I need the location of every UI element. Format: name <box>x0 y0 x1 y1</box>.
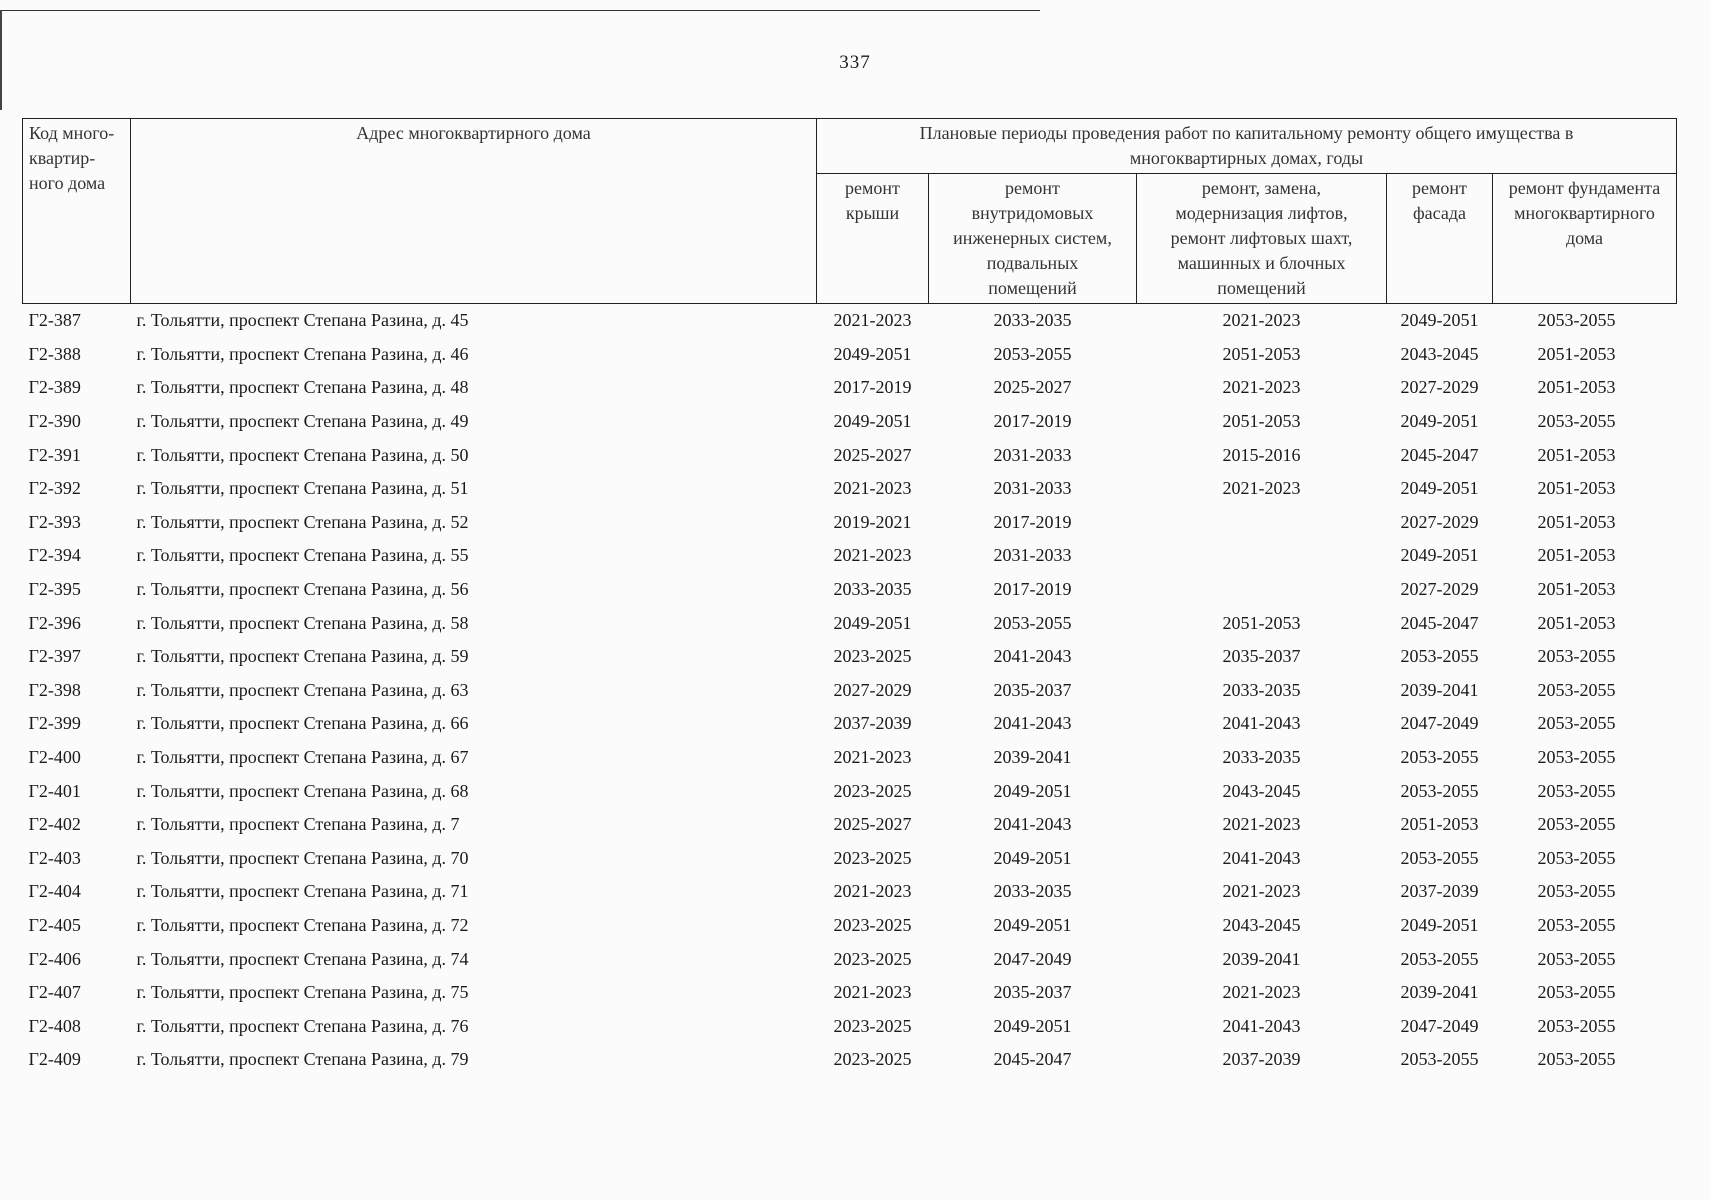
foundation-period: 2051-2053 <box>1537 545 1616 566</box>
house-address: г. Тольятти, проспект Степана Разина, д. 70 <box>136 847 469 868</box>
header-roof: ремонт крыши <box>817 174 929 304</box>
table-row <box>23 472 1677 506</box>
facade-period: 2053-2055 <box>1400 780 1479 801</box>
engineering-period: 2049-2051 <box>993 914 1072 935</box>
house-code: Г2-388 <box>28 343 81 364</box>
house-code: Г2-408 <box>28 1015 81 1036</box>
house-code: Г2-396 <box>28 612 81 633</box>
house-address: г. Тольятти, проспект Степана Разина, д. 48 <box>136 377 469 398</box>
foundation-period: 2053-2055 <box>1537 948 1616 969</box>
table-row <box>23 304 1677 338</box>
foundation-period: 2051-2053 <box>1537 511 1616 532</box>
house-address: г. Тольятти, проспект Степана Разина, д. 67 <box>136 747 469 768</box>
house-code: Г2-404 <box>28 881 81 902</box>
foundation-period: 2053-2055 <box>1537 310 1616 331</box>
facade-period: 2053-2055 <box>1400 646 1479 667</box>
house-address: г. Тольятти, проспект Степана Разина, д. 45 <box>136 310 469 331</box>
lifts-period: 2021-2023 <box>1222 310 1301 331</box>
roof-period: 2023-2025 <box>833 1015 912 1036</box>
header-address: Адрес многоквартирного дома <box>131 119 817 304</box>
foundation-period: 2053-2055 <box>1537 1049 1616 1070</box>
roof-period: 2023-2025 <box>833 948 912 969</box>
house-address: г. Тольятти, проспект Степана Разина, д. 7 <box>136 814 460 835</box>
roof-period: 2019-2021 <box>833 511 912 532</box>
table-row <box>23 506 1677 540</box>
house-code: Г2-398 <box>28 679 81 700</box>
roof-period: 2033-2035 <box>833 579 912 600</box>
engineering-period: 2017-2019 <box>993 411 1072 432</box>
house-address: г. Тольятти, проспект Степана Разина, д. 55 <box>136 545 469 566</box>
house-code: Г2-394 <box>28 545 81 566</box>
lifts-period: 2051-2053 <box>1222 343 1301 364</box>
top-border-line <box>0 0 1040 11</box>
house-address: г. Тольятти, проспект Степана Разина, д. 74 <box>136 948 469 969</box>
house-address: г. Тольятти, проспект Степана Разина, д. 59 <box>136 646 469 667</box>
foundation-period: 2053-2055 <box>1537 1015 1616 1036</box>
house-address: г. Тольятти, проспект Степана Разина, д. 50 <box>136 444 469 465</box>
lifts-period: 2041-2043 <box>1222 1015 1301 1036</box>
house-code: Г2-400 <box>28 747 81 768</box>
house-address: г. Тольятти, проспект Степана Разина, д. 49 <box>136 411 469 432</box>
house-address: г. Тольятти, проспект Степана Разина, д. 76 <box>136 1015 469 1036</box>
lifts-period: 2051-2053 <box>1222 612 1301 633</box>
facade-period: 2043-2045 <box>1400 343 1479 364</box>
facade-period: 2053-2055 <box>1400 747 1479 768</box>
house-code: Г2-399 <box>28 713 81 734</box>
house-address: г. Тольятти, проспект Степана Разина, д. 56 <box>136 579 469 600</box>
lifts-period: 2043-2045 <box>1222 914 1301 935</box>
table-row <box>23 842 1677 876</box>
table-row <box>23 674 1677 708</box>
house-address: г. Тольятти, проспект Степана Разина, д. 75 <box>136 982 469 1003</box>
engineering-period: 2035-2037 <box>993 982 1072 1003</box>
facade-period: 2051-2053 <box>1400 814 1479 835</box>
house-code: Г2-390 <box>28 411 81 432</box>
roof-period: 2049-2051 <box>833 612 912 633</box>
roof-period: 2021-2023 <box>833 478 912 499</box>
house-code: Г2-391 <box>28 444 81 465</box>
header-facade: ремонт фасада <box>1387 174 1493 304</box>
header-code: Код много- квартир- ного дома <box>23 119 131 304</box>
table-row <box>23 942 1677 976</box>
facade-period: 2047-2049 <box>1400 1015 1479 1036</box>
engineering-period: 2047-2049 <box>993 948 1072 969</box>
house-code: Г2-389 <box>28 377 81 398</box>
engineering-period: 2031-2033 <box>993 545 1072 566</box>
capital-repair-schedule <box>22 118 1677 1077</box>
roof-period: 2023-2025 <box>833 914 912 935</box>
foundation-period: 2053-2055 <box>1537 411 1616 432</box>
house-code: Г2-403 <box>28 847 81 868</box>
table-body <box>23 304 1677 1077</box>
table-row <box>23 438 1677 472</box>
table-row <box>23 774 1677 808</box>
house-code: Г2-409 <box>28 1049 81 1070</box>
facade-period: 2049-2051 <box>1400 478 1479 499</box>
lifts-period: 2033-2035 <box>1222 679 1301 700</box>
facade-period: 2027-2029 <box>1400 377 1479 398</box>
lifts-period: 2041-2043 <box>1222 847 1301 868</box>
house-address: г. Тольятти, проспект Степана Разина, д. 71 <box>136 881 469 902</box>
lifts-period: 2033-2035 <box>1222 747 1301 768</box>
roof-period: 2021-2023 <box>833 881 912 902</box>
table-row <box>23 573 1677 607</box>
roof-period: 2021-2023 <box>833 747 912 768</box>
house-code: Г2-387 <box>28 310 81 331</box>
table-row <box>23 909 1677 943</box>
table-row <box>23 808 1677 842</box>
engineering-period: 2031-2033 <box>993 478 1072 499</box>
facade-period: 2049-2051 <box>1400 545 1479 566</box>
house-address: г. Тольятти, проспект Степана Разина, д. 79 <box>136 1049 469 1070</box>
engineering-period: 2025-2027 <box>993 377 1072 398</box>
facade-period: 2049-2051 <box>1400 310 1479 331</box>
house-address: г. Тольятти, проспект Степана Разина, д. 58 <box>136 612 469 633</box>
house-address: г. Тольятти, проспект Степана Разина, д. 66 <box>136 713 469 734</box>
engineering-period: 2049-2051 <box>993 780 1072 801</box>
lifts-period: 2039-2041 <box>1222 948 1301 969</box>
engineering-period: 2041-2043 <box>993 713 1072 734</box>
house-code: Г2-395 <box>28 579 81 600</box>
lifts-period: 2021-2023 <box>1222 478 1301 499</box>
engineering-period: 2033-2035 <box>993 881 1072 902</box>
roof-period: 2037-2039 <box>833 713 912 734</box>
table-row <box>23 338 1677 372</box>
facade-period: 2037-2039 <box>1400 881 1479 902</box>
header-lifts: ремонт, замена, модернизация лифтов, ремонт лифтовых шахт, машинных и блочных помещений <box>1137 174 1387 304</box>
lifts-period: 2037-2039 <box>1222 1049 1301 1070</box>
facade-period: 2039-2041 <box>1400 679 1479 700</box>
lifts-period: 2021-2023 <box>1222 881 1301 902</box>
foundation-period: 2053-2055 <box>1537 847 1616 868</box>
roof-period: 2017-2019 <box>833 377 912 398</box>
engineering-period: 2041-2043 <box>993 646 1072 667</box>
house-address: г. Тольятти, проспект Степана Разина, д. 51 <box>136 478 469 499</box>
house-code: Г2-397 <box>28 646 81 667</box>
table-row <box>23 539 1677 573</box>
house-code: Г2-393 <box>28 511 81 532</box>
engineering-period: 2049-2051 <box>993 1015 1072 1036</box>
facade-period: 2047-2049 <box>1400 713 1479 734</box>
roof-period: 2049-2051 <box>833 343 912 364</box>
table-header <box>23 119 1677 304</box>
table-row <box>23 1043 1677 1077</box>
table-row <box>23 640 1677 674</box>
engineering-period: 2031-2033 <box>993 444 1072 465</box>
lifts-period <box>1137 506 1387 540</box>
house-code: Г2-405 <box>28 914 81 935</box>
facade-period: 2027-2029 <box>1400 579 1479 600</box>
house-address: г. Тольятти, проспект Степана Разина, д. 46 <box>136 343 469 364</box>
engineering-period: 2053-2055 <box>993 612 1072 633</box>
table-row <box>23 371 1677 405</box>
engineering-period: 2049-2051 <box>993 847 1072 868</box>
roof-period: 2025-2027 <box>833 814 912 835</box>
table-row <box>23 606 1677 640</box>
house-address: г. Тольятти, проспект Степана Разина, д. 72 <box>136 914 469 935</box>
roof-period: 2021-2023 <box>833 982 912 1003</box>
house-code: Г2-407 <box>28 982 81 1003</box>
engineering-period: 2017-2019 <box>993 579 1072 600</box>
foundation-period: 2051-2053 <box>1537 478 1616 499</box>
roof-period: 2049-2051 <box>833 411 912 432</box>
schedule-table <box>22 118 1677 1077</box>
table-row <box>23 1009 1677 1043</box>
header-engineering: ремонт внутридомовых инженерных систем, подвальных помещений <box>929 174 1137 304</box>
foundation-period: 2053-2055 <box>1537 881 1616 902</box>
facade-period: 2039-2041 <box>1400 982 1479 1003</box>
roof-period: 2023-2025 <box>833 1049 912 1070</box>
roof-period: 2023-2025 <box>833 646 912 667</box>
facade-period: 2045-2047 <box>1400 444 1479 465</box>
engineering-period: 2039-2041 <box>993 747 1072 768</box>
engineering-period: 2045-2047 <box>993 1049 1072 1070</box>
table-row <box>23 741 1677 775</box>
lifts-period <box>1137 539 1387 573</box>
roof-period: 2023-2025 <box>833 847 912 868</box>
house-address: г. Тольятти, проспект Степана Разина, д. 63 <box>136 679 469 700</box>
roof-period: 2027-2029 <box>833 679 912 700</box>
foundation-period: 2053-2055 <box>1537 914 1616 935</box>
foundation-period: 2053-2055 <box>1537 780 1616 801</box>
engineering-period: 2041-2043 <box>993 814 1072 835</box>
foundation-period: 2053-2055 <box>1537 747 1616 768</box>
house-code: Г2-401 <box>28 780 81 801</box>
lifts-period <box>1137 573 1387 607</box>
lifts-period: 2021-2023 <box>1222 377 1301 398</box>
house-code: Г2-392 <box>28 478 81 499</box>
engineering-period: 2017-2019 <box>993 511 1072 532</box>
engineering-period: 2053-2055 <box>993 343 1072 364</box>
facade-period: 2049-2051 <box>1400 411 1479 432</box>
foundation-period: 2051-2053 <box>1537 343 1616 364</box>
house-code: Г2-406 <box>28 948 81 969</box>
roof-period: 2021-2023 <box>833 310 912 331</box>
facade-period: 2053-2055 <box>1400 1049 1479 1070</box>
house-code: Г2-402 <box>28 814 81 835</box>
foundation-period: 2053-2055 <box>1537 646 1616 667</box>
foundation-period: 2053-2055 <box>1537 713 1616 734</box>
roof-period: 2025-2027 <box>833 444 912 465</box>
table-row <box>23 875 1677 909</box>
table-row <box>23 405 1677 439</box>
lifts-period: 2021-2023 <box>1222 982 1301 1003</box>
page-number: 337 <box>839 52 871 73</box>
foundation-period: 2051-2053 <box>1537 612 1616 633</box>
lifts-period: 2051-2053 <box>1222 411 1301 432</box>
engineering-period: 2033-2035 <box>993 310 1072 331</box>
lifts-period: 2015-2016 <box>1222 444 1301 465</box>
facade-period: 2053-2055 <box>1400 948 1479 969</box>
house-address: г. Тольятти, проспект Степана Разина, д. 52 <box>136 511 469 532</box>
house-address: г. Тольятти, проспект Степана Разина, д. 68 <box>136 780 469 801</box>
lifts-period: 2021-2023 <box>1222 814 1301 835</box>
roof-period: 2023-2025 <box>833 780 912 801</box>
lifts-period: 2041-2043 <box>1222 713 1301 734</box>
foundation-period: 2051-2053 <box>1537 579 1616 600</box>
roof-period: 2021-2023 <box>833 545 912 566</box>
header-planned-periods: Плановые периоды проведения работ по капитальному ремонту общего имущества в многоквартирных домах, годы <box>817 119 1677 174</box>
facade-period: 2027-2029 <box>1400 511 1479 532</box>
foundation-period: 2053-2055 <box>1537 814 1616 835</box>
lifts-period: 2035-2037 <box>1222 646 1301 667</box>
foundation-period: 2051-2053 <box>1537 377 1616 398</box>
foundation-period: 2053-2055 <box>1537 679 1616 700</box>
lifts-period: 2043-2045 <box>1222 780 1301 801</box>
engineering-period: 2035-2037 <box>993 679 1072 700</box>
foundation-period: 2053-2055 <box>1537 982 1616 1003</box>
facade-period: 2045-2047 <box>1400 612 1479 633</box>
foundation-period: 2051-2053 <box>1537 444 1616 465</box>
table-row <box>23 707 1677 741</box>
table-row <box>23 976 1677 1010</box>
facade-period: 2049-2051 <box>1400 914 1479 935</box>
facade-period: 2053-2055 <box>1400 847 1479 868</box>
header-foundation: ремонт фундамента многоквартирного дома <box>1493 174 1677 304</box>
